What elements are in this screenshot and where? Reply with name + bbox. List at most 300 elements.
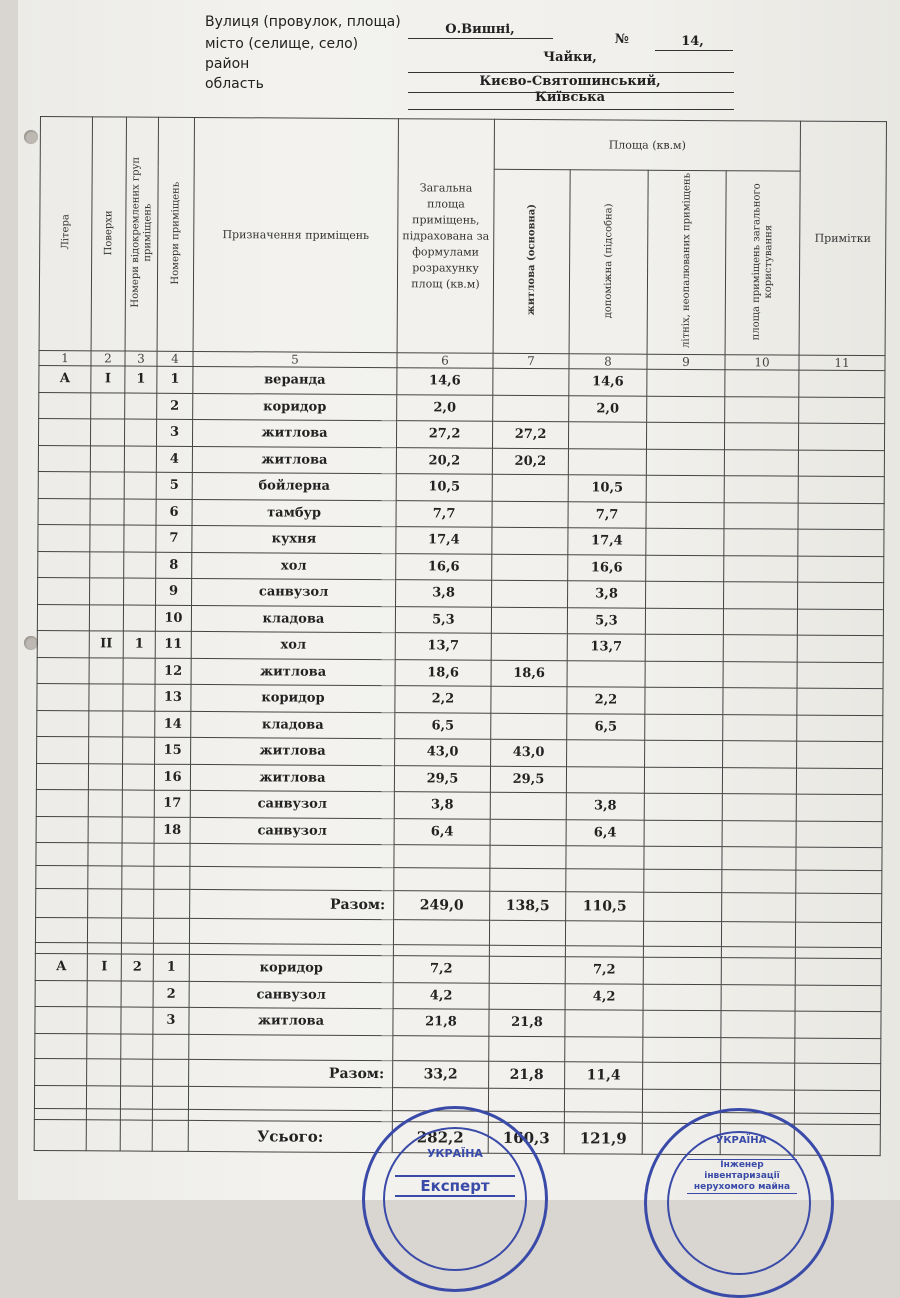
total-area-cell: 29,5 [394, 765, 490, 792]
living-area-cell [490, 792, 566, 819]
notes-cell [799, 370, 885, 397]
sum-living-area: 21,8 [489, 1061, 565, 1088]
litera-cell [37, 604, 89, 631]
living-area-cell [492, 527, 568, 554]
empty-cell [153, 1034, 189, 1059]
litera-cell [35, 980, 87, 1007]
litera-cell: А [35, 953, 87, 980]
empty-cell [565, 921, 643, 946]
room-purpose-cell: санвузол [189, 981, 393, 1009]
notes-cell [799, 397, 885, 424]
empty-cell [120, 1086, 152, 1109]
aux-area-cell: 13,7 [567, 634, 645, 661]
summer-area-cell [643, 957, 721, 984]
empty-cell [122, 866, 154, 889]
floor-cell [91, 392, 125, 419]
living-area-cell: 18,6 [491, 660, 567, 687]
summer-area-cell [646, 555, 724, 582]
aux-area-cell: 6,4 [566, 819, 644, 846]
living-area-cell [492, 580, 568, 607]
aux-area-cell [567, 740, 645, 767]
header-groups: Номери відокремлених груп приміщень [125, 117, 158, 351]
left-seal-top-text: УКРАЇНА [427, 1147, 483, 1160]
room-number-cell: 17 [154, 790, 190, 817]
group-cell [123, 684, 155, 711]
room-number-cell: 2 [153, 981, 189, 1008]
empty-cell [489, 945, 565, 956]
column-number: 5 [193, 351, 397, 367]
floor-cell: I [87, 954, 121, 981]
living-area-cell: 29,5 [490, 766, 566, 793]
empty-cell [644, 869, 722, 892]
sum-living-area: 138,5 [490, 891, 566, 920]
aux-area-cell: 2,2 [567, 687, 645, 714]
group-cell [122, 817, 154, 844]
total-area-cell: 43,0 [395, 739, 491, 766]
living-area-cell [492, 554, 568, 581]
empty-cell [34, 1119, 86, 1150]
living-area-cell: 21,8 [489, 1009, 565, 1036]
notes-cell [796, 768, 882, 795]
common-area-cell [721, 958, 795, 985]
right-seal-center-text: Інженер інвентаризації нерухомого майна [687, 1159, 797, 1194]
sum-total-area: 249,0 [394, 891, 490, 921]
living-area-cell: 27,2 [492, 421, 568, 448]
living-area-cell [491, 713, 567, 740]
empty-cell [153, 943, 189, 954]
common-area-cell [723, 608, 797, 635]
litera-cell [38, 471, 90, 498]
common-area-cell [723, 714, 797, 741]
empty-cell [86, 1119, 120, 1150]
room-number-cell: 2 [157, 393, 193, 420]
empty-cell [721, 947, 795, 958]
living-area-cell [491, 686, 567, 713]
floor-cell [87, 980, 121, 1007]
floor-cell [88, 790, 122, 817]
empty-cell [643, 921, 721, 946]
notes-cell [796, 794, 882, 821]
floor-cell [88, 816, 122, 843]
common-area-cell [721, 984, 795, 1011]
district-label: район [205, 56, 250, 72]
empty-cell [795, 1038, 881, 1064]
living-area-cell [493, 368, 569, 395]
notes-cell [798, 423, 884, 450]
header-common: площа приміщень загального користування [725, 171, 800, 355]
notes-cell [798, 450, 884, 477]
empty-cell [189, 1034, 393, 1060]
column-number: 9 [647, 354, 725, 369]
sum-label: Разом: [190, 889, 394, 919]
empty-cell [795, 922, 881, 948]
room-number-cell: 12 [155, 658, 191, 685]
aux-area-cell: 2,0 [569, 395, 647, 422]
room-purpose-cell: санвузол [190, 790, 394, 818]
notes-cell [797, 609, 883, 636]
empty-cell [393, 1035, 489, 1061]
total-area-cell: 6,4 [394, 818, 490, 845]
total-area-cell: 5,3 [395, 606, 491, 633]
living-area-cell [489, 956, 565, 983]
common-area-cell [723, 741, 797, 768]
empty-cell [36, 888, 88, 917]
header-notes: Примітки [799, 121, 886, 356]
litera-cell [37, 710, 89, 737]
common-area-cell [724, 502, 798, 529]
total-area-cell: 7,7 [396, 500, 492, 527]
empty-cell [721, 1037, 795, 1062]
header-purpose: Призначення приміщень [193, 117, 398, 352]
notes-cell [797, 635, 883, 662]
room-number-cell: 11 [155, 631, 191, 658]
common-area-cell [723, 688, 797, 715]
notes-cell [797, 688, 883, 715]
floor-cell [90, 419, 124, 446]
notes-cell [798, 556, 884, 583]
empty-cell [795, 947, 881, 959]
litera-cell [38, 498, 90, 525]
empty-cell [393, 945, 489, 957]
header-floors: Поверхи [91, 117, 126, 351]
binder-hole [24, 130, 38, 144]
room-purpose-cell: житлова [192, 446, 396, 474]
room-purpose-cell: житлова [190, 764, 394, 792]
empty-cell [795, 1063, 881, 1091]
room-purpose-cell: житлова [191, 737, 395, 765]
column-number: 2 [91, 351, 125, 366]
empty-cell [87, 943, 121, 954]
total-area-cell: 21,8 [393, 1009, 489, 1036]
room-purpose-cell: кухня [192, 525, 396, 553]
empty-cell [86, 1085, 120, 1108]
empty-cell [154, 866, 190, 889]
notes-cell [798, 529, 884, 556]
empty-cell [154, 889, 190, 918]
column-number: 8 [569, 354, 647, 369]
room-number-cell: 4 [156, 446, 192, 473]
empty-cell [796, 893, 882, 923]
common-area-cell [721, 1011, 795, 1038]
floor-cell [90, 551, 124, 578]
total-area-cell: 17,4 [396, 527, 492, 554]
empty-cell [643, 1037, 721, 1062]
group-cell [121, 981, 153, 1008]
living-area-cell [492, 501, 568, 528]
empty-cell [794, 1113, 880, 1125]
floor-cell [89, 657, 123, 684]
summer-area-cell [643, 984, 721, 1011]
empty-cell [796, 870, 882, 894]
empty-cell [35, 1058, 87, 1085]
notes-cell [798, 503, 884, 530]
living-area-cell [489, 983, 565, 1010]
group-cell [122, 790, 154, 817]
aux-area-cell: 7,2 [565, 957, 643, 984]
empty-cell [121, 943, 153, 954]
group-cell [124, 446, 156, 473]
total-area-cell: 16,6 [396, 553, 492, 580]
room-number-cell: 3 [153, 1007, 189, 1034]
group-cell [124, 472, 156, 499]
sum-living-area: 160,3 [488, 1122, 564, 1153]
empty-cell [34, 1085, 86, 1108]
column-number: 7 [493, 353, 569, 368]
group-cell [124, 552, 156, 579]
litera-cell [36, 763, 88, 790]
living-area-cell: 43,0 [491, 739, 567, 766]
aux-area-cell [568, 448, 646, 475]
street-label: Вулиця (провулок, площа) [205, 14, 401, 30]
empty-cell [87, 1058, 121, 1085]
empty-cell [88, 866, 122, 889]
summer-area-cell [646, 422, 724, 449]
left-seal-center-text: Експерт [395, 1175, 515, 1197]
number-label: № [614, 32, 630, 47]
floor-cell [90, 472, 124, 499]
empty-cell [153, 918, 189, 943]
summer-area-cell [647, 396, 725, 423]
city-label: місто (селище, село) [205, 36, 359, 52]
room-purpose-cell: хол [191, 631, 395, 659]
summer-area-cell [645, 608, 723, 635]
aux-area-cell: 4,2 [565, 983, 643, 1010]
notes-cell [795, 985, 881, 1012]
litera-cell [38, 577, 90, 604]
room-purpose-cell: хол [192, 552, 396, 580]
room-purpose-cell: санвузол [190, 817, 394, 845]
litera-cell [39, 392, 91, 419]
empty-cell [565, 946, 643, 957]
group-cell [123, 711, 155, 738]
litera-cell [35, 1006, 87, 1033]
empty-cell [489, 1036, 565, 1061]
header-living: житлова (основна) [493, 169, 570, 353]
common-area-cell [724, 423, 798, 450]
number-value: 14, [681, 34, 704, 49]
empty-cell [189, 918, 393, 944]
group-cell [124, 578, 156, 605]
empty-cell [394, 868, 490, 892]
notes-cell [798, 582, 884, 609]
empty-cell [87, 1033, 121, 1058]
empty-cell [644, 846, 722, 869]
notes-cell [796, 821, 882, 848]
common-area-cell [724, 582, 798, 609]
sum-aux-area: 11,4 [565, 1061, 643, 1088]
floor-cell [87, 1007, 121, 1034]
empty-cell [566, 846, 644, 869]
group-cell: 1 [125, 366, 157, 393]
litera-cell [37, 683, 89, 710]
summer-area-cell [645, 634, 723, 661]
empty-cell [643, 1062, 721, 1089]
empty-cell [642, 1089, 720, 1112]
group-cell [123, 737, 155, 764]
aux-area-cell: 5,3 [567, 607, 645, 634]
total-area-cell: 14,6 [397, 368, 493, 395]
empty-cell [152, 1109, 188, 1120]
empty-cell [121, 918, 153, 943]
aux-area-cell [568, 422, 646, 449]
room-number-cell: 3 [156, 419, 192, 446]
region-value: Київська [535, 90, 605, 105]
city-underline [408, 72, 734, 73]
empty-cell [490, 845, 566, 868]
floor-cell [89, 737, 123, 764]
empty-cell [722, 870, 796, 893]
common-area-cell [724, 476, 798, 503]
floor-cell [88, 763, 122, 790]
empty-cell [35, 1033, 87, 1058]
empty-cell [566, 869, 644, 892]
total-area-cell: 4,2 [393, 982, 489, 1009]
city-value: Чайки, [543, 50, 597, 65]
room-number-cell: 18 [154, 817, 190, 844]
aux-area-cell: 17,4 [568, 528, 646, 555]
notes-cell [795, 1011, 881, 1038]
aux-area-cell: 3,8 [566, 793, 644, 820]
aux-area-cell: 10,5 [568, 475, 646, 502]
summer-area-cell [647, 369, 725, 396]
room-number-cell: 14 [155, 711, 191, 738]
group-cell [125, 393, 157, 420]
common-area-cell [724, 555, 798, 582]
summer-area-cell [646, 502, 724, 529]
living-area-cell [491, 607, 567, 634]
litera-cell [38, 445, 90, 472]
room-purpose-cell: житлова [189, 1007, 393, 1035]
room-purpose-cell: санвузол [192, 578, 396, 606]
empty-cell [120, 1109, 152, 1120]
group-cell [121, 1007, 153, 1034]
notes-cell [797, 741, 883, 768]
header-room-numbers: Номери приміщень [157, 117, 194, 351]
notes-cell [797, 715, 883, 742]
summer-area-cell [645, 740, 723, 767]
empty-cell [121, 1034, 153, 1059]
living-area-cell [491, 633, 567, 660]
room-number-cell: 16 [154, 764, 190, 791]
room-purpose-cell: коридор [191, 684, 395, 712]
empty-cell [489, 920, 565, 945]
room-purpose-cell: веранда [193, 366, 397, 394]
floor-cell: II [89, 631, 123, 658]
sum-label: Усього: [188, 1120, 392, 1152]
common-area-cell [724, 529, 798, 556]
room-number-cell: 1 [157, 366, 193, 393]
room-number-cell: 13 [155, 684, 191, 711]
empty-cell [121, 1059, 153, 1086]
room-number-cell: 5 [156, 472, 192, 499]
empty-cell [644, 892, 722, 921]
living-area-cell [493, 395, 569, 422]
group-cell: 1 [123, 631, 155, 658]
summer-area-cell [645, 687, 723, 714]
total-area-cell: 10,5 [396, 474, 492, 501]
empty-cell [796, 847, 882, 871]
empty-cell [36, 865, 88, 888]
total-area-cell: 6,5 [395, 712, 491, 739]
empty-cell [153, 1059, 189, 1086]
empty-cell [87, 918, 121, 943]
summer-area-cell [643, 1010, 721, 1037]
column-number: 1 [39, 350, 91, 365]
notes-cell [795, 958, 881, 985]
empty-cell [122, 889, 154, 918]
common-area-cell [723, 661, 797, 688]
sum-total-area: 33,2 [393, 1060, 489, 1088]
total-area-cell: 3,8 [396, 580, 492, 607]
header-summer: літніх, неопалюваних приміщень [647, 170, 726, 354]
total-area-cell: 20,2 [396, 447, 492, 474]
common-area-cell [725, 370, 799, 397]
sum-aux-area: 110,5 [566, 892, 644, 921]
room-purpose-cell: житлова [192, 419, 396, 447]
summer-area-cell [646, 581, 724, 608]
room-number-cell: 15 [155, 737, 191, 764]
floor-cell: I [91, 366, 125, 393]
total-area-cell: 3,8 [394, 792, 490, 819]
litera-cell [37, 736, 89, 763]
empty-cell [120, 1120, 152, 1151]
sum-total-area: 282,2 [392, 1121, 488, 1153]
total-area-cell: 18,6 [395, 659, 491, 686]
empty-cell [394, 845, 490, 869]
aux-area-cell: 6,5 [567, 713, 645, 740]
aux-area-cell [567, 660, 645, 687]
room-number-cell: 6 [156, 499, 192, 526]
floor-cell [90, 498, 124, 525]
summer-area-cell [645, 661, 723, 688]
floor-cell [89, 604, 123, 631]
empty-cell [721, 922, 795, 947]
left-seal-stamp [362, 1106, 548, 1292]
empty-cell [794, 1090, 880, 1114]
floor-cell [90, 525, 124, 552]
total-area-cell: 7,2 [393, 956, 489, 983]
litera-cell [38, 418, 90, 445]
room-purpose-cell: житлова [191, 658, 395, 686]
room-number-cell: 9 [156, 578, 192, 605]
group-cell [124, 499, 156, 526]
group-cell [123, 605, 155, 632]
room-purpose-cell: кладова [191, 605, 395, 633]
floor-cell [89, 710, 123, 737]
aux-area-cell: 7,7 [568, 501, 646, 528]
empty-cell [88, 843, 122, 866]
room-area-table [34, 116, 887, 1156]
empty-cell [152, 1086, 188, 1109]
empty-cell [488, 1088, 564, 1111]
group-cell: 2 [121, 954, 153, 981]
litera-cell [37, 630, 89, 657]
street-value: О.Вишні, [445, 22, 515, 37]
room-purpose-cell: бойлерна [192, 472, 396, 500]
aux-area-cell: 14,6 [569, 369, 647, 396]
summer-area-cell [646, 475, 724, 502]
room-purpose-cell: коридор [189, 954, 393, 982]
empty-cell [188, 1086, 392, 1110]
common-area-cell [723, 635, 797, 662]
litera-cell [36, 789, 88, 816]
right-seal-stamp [644, 1108, 834, 1298]
header-auxiliary: допоміжна (підсобна) [569, 170, 648, 354]
living-area-cell [492, 474, 568, 501]
empty-cell [122, 843, 154, 866]
empty-cell [564, 1088, 642, 1111]
floor-cell [90, 578, 124, 605]
